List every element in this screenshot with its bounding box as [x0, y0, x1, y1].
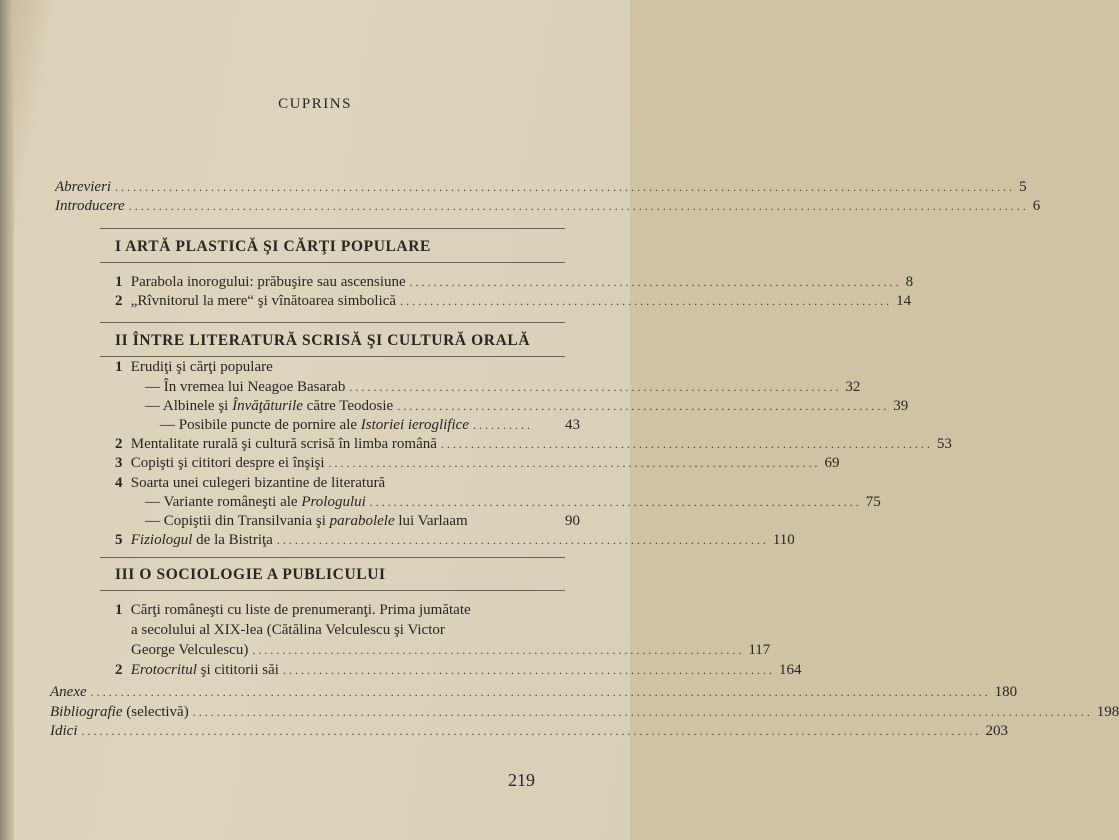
entry-number: 2 [115, 436, 123, 452]
entry-label-tail: şi cititorii săi [196, 662, 279, 678]
entry-italic: Erotocritul [130, 662, 197, 678]
section-heading-3: III O SOCIOLOGIE A PUBLICULUI [115, 566, 386, 583]
section-divider [100, 557, 565, 558]
entry-label: — Albinele şi [145, 398, 233, 414]
leader-dots: .................................................................................. [369, 495, 862, 509]
section-heading-2: II ÎNTRE LITERATURĂ SCRISĂ ŞI CULTURĂ ORALĂ [115, 332, 531, 349]
entry-label: Cărţi româneşti cu liste de prenumeranţi. Prima jumătate [130, 602, 471, 618]
entry-label: Erudiţi şi cărţi populare [130, 359, 273, 375]
leader-dots: ...................................................................................................................................................... [90, 685, 991, 699]
leader-dots: ...................................................................................................................................................... [115, 180, 1016, 194]
entry-number: 1 [115, 274, 123, 290]
entry-page: 69 [824, 455, 840, 471]
toc-subentry [145, 396, 909, 416]
entry-label-tail: de la Bistriţa [192, 532, 273, 548]
entry-label: — Variante româneşti ale [145, 494, 302, 510]
section-divider [100, 228, 565, 229]
entry-page: 14 [896, 293, 912, 309]
toc-subentry [145, 492, 881, 512]
leader-dots: ...................................................................................................................................................... [128, 199, 1029, 213]
page-number: 219 [508, 770, 535, 790]
leader-dots: .................................................................................. [252, 643, 745, 657]
entry-italic: parabolele [329, 513, 395, 529]
entry-number: 5 [115, 532, 123, 548]
section-divider [100, 262, 565, 263]
toc-entry [115, 434, 952, 454]
toc-entry [115, 272, 914, 292]
leader-dots: .................................................................................. [349, 380, 842, 394]
leader-dots: .................................................................................. [400, 294, 893, 308]
entry-page: 6 [1032, 198, 1041, 214]
leader-dots: .......... [472, 418, 533, 432]
section-divider [100, 590, 565, 591]
toc-entry-bibliografie [50, 702, 1119, 722]
entry-label: „Rîvnitorul la mere“ şi vînătoarea simbolică [130, 293, 397, 309]
entry-number: 1 [115, 602, 123, 618]
toc-entry [115, 600, 471, 620]
entry-page: 5 [1019, 179, 1027, 195]
entry-italic: Anexe [50, 684, 87, 700]
entry-page: 180 [994, 684, 1018, 700]
entry-label-tail: către Teodosie [302, 398, 394, 414]
toc-entry [115, 291, 912, 311]
entry-italic: Învăţăturile [232, 398, 303, 414]
entry-number: 2 [115, 293, 123, 309]
toc-entry [115, 473, 385, 493]
entry-italic: Idici [50, 723, 78, 739]
section-divider [100, 322, 565, 323]
leader-dots: ...................................................................................................................................................... [81, 724, 982, 738]
entry-page: 90 [565, 513, 580, 529]
entry-page: 39 [893, 398, 909, 414]
entry-label: — Copiştii din Transilvania şi [145, 513, 330, 529]
toc-entry [115, 453, 840, 473]
entry-label: Mentalitate rurală şi cultură scrisă în limba română [130, 436, 437, 452]
entry-italic: Istoriei ieroglifice [360, 417, 469, 433]
entry-page: 110 [772, 532, 795, 548]
section-heading-1: I ARTĂ PLASTICĂ ŞI CĂRŢI POPULARE [115, 238, 431, 255]
entry-label: — Posibile puncte de pornire ale [160, 417, 361, 433]
entry-page: 198 [1096, 704, 1119, 720]
entry-number: 2 [115, 662, 123, 678]
entry-page: 117 [748, 642, 771, 658]
entry-number: 4 [115, 475, 123, 491]
toc-entry-idici [50, 721, 1008, 741]
entry-page: 164 [778, 662, 802, 678]
entry-page: 43 [565, 417, 580, 433]
toc-entry-abrevieri [55, 177, 1027, 197]
entry-page: 8 [905, 274, 914, 290]
entry-italic: Fiziologul [130, 532, 193, 548]
leader-dots: .................................................................................. [409, 275, 902, 289]
entry-page: 203 [985, 723, 1008, 739]
entry-label: Parabola inorogului: prăbuşire sau ascensiune [130, 274, 406, 290]
entry-label: — În vremea lui Neagoe Basarab [145, 379, 346, 395]
toc-subentry [145, 377, 861, 397]
entry-label: Abrevieri [55, 179, 112, 195]
entry-page: 32 [845, 379, 861, 395]
entry-label-tail: lui Varlaam [394, 513, 468, 529]
entry-label-line3: George Velculescu) [131, 642, 249, 658]
entry-label: Copişti şi cititori despre ei înşişi [130, 455, 325, 471]
entry-number: 3 [115, 455, 123, 471]
toc-entry-anexe [50, 682, 1018, 702]
leader-dots: .................................................................................. [276, 533, 769, 547]
toc-subentry [145, 511, 580, 531]
entry-page: 53 [936, 436, 952, 452]
leader-dots: .................................................................................. [440, 437, 933, 451]
page-title: CUPRINS [278, 96, 352, 112]
toc-entry-continuation [131, 640, 771, 660]
toc-entry [115, 530, 795, 550]
toc-subentry [160, 415, 580, 435]
leader-dots: .................................................................................. [328, 456, 821, 470]
entry-label-tail: (selectivă) [122, 704, 189, 720]
entry-italic: Bibliografie [50, 704, 123, 720]
entry-italic: Prologului [301, 494, 366, 510]
leader-dots: .................................................................................. [282, 663, 775, 677]
entry-page: 75 [865, 494, 881, 510]
leader-dots: .................................................................................. [397, 399, 890, 413]
toc-entry-introducere [55, 196, 1041, 216]
entry-label: Introducere [55, 198, 125, 214]
toc-entry [115, 660, 802, 680]
book-spine [0, 0, 14, 840]
entry-number: 1 [115, 359, 123, 375]
entry-label-line2: a secolului al XIX-lea (Cătălina Velculescu şi Victor [131, 622, 445, 638]
entry-label: Soarta unei culegeri bizantine de literatură [130, 475, 386, 491]
leader-dots: ...................................................................................................................................................... [192, 705, 1093, 719]
toc-entry [115, 357, 273, 377]
